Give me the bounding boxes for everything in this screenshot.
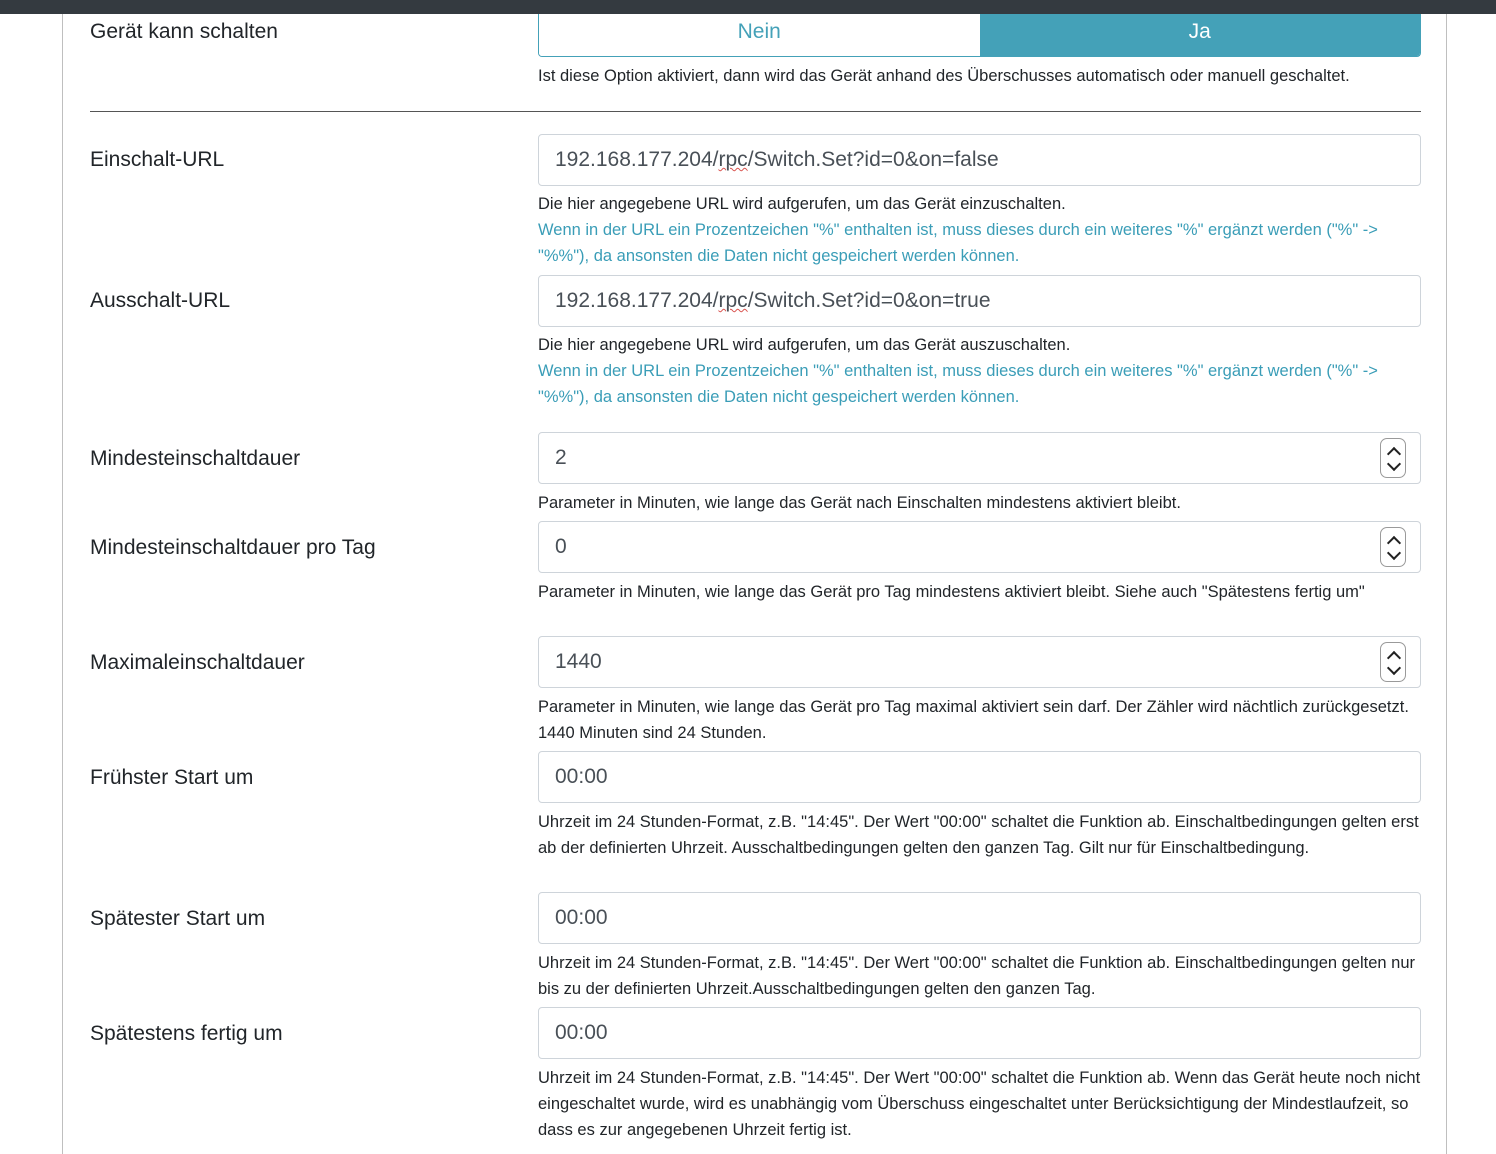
off-url-value-flagged: rpc: [718, 289, 748, 312]
finish-by-help: Uhrzeit im 24 Stunden-Format, z.B. "14:45". Der Wert "00:00" schaltet die Funktion ab. Wenn das Gerät heute noch nicht eingeschaltet wurde, wird es unabhängig vom Überschuss eingeschaltet unter Berücksichtigung der Mindestlaufzeit, so dass es zur angegebenen Uhrzeit fertig ist.: [538, 1069, 1421, 1139]
finish-by-label: Spätestens fertig um: [90, 1022, 283, 1045]
on-url-label: Einschalt-URL: [90, 148, 225, 171]
off-url-input[interactable]: [538, 275, 1421, 327]
toggle-option-yes[interactable]: Ja: [980, 14, 1421, 56]
chevron-down-icon[interactable]: [1387, 546, 1401, 560]
max-on-duration-input[interactable]: [538, 636, 1421, 688]
off-url-label: Ausschalt-URL: [90, 289, 231, 312]
number-spinner[interactable]: [1380, 438, 1406, 478]
on-url-help: [538, 191, 1423, 269]
earliest-start-help: Uhrzeit im 24 Stunden-Format, z.B. "14:45". Der Wert "00:00" schaltet die Funktion ab. Einschaltbedingungen gelten erst ab der definierten Uhrzeit. Ausschaltbedingungen gelten den ganzen Tag. Gilt nur für Einschaltbedingung.: [538, 813, 1419, 857]
number-spinner[interactable]: [1380, 642, 1406, 682]
min-on-per-day-value: 0: [555, 535, 567, 558]
latest-start-input[interactable]: 00:00: [538, 892, 1421, 944]
min-on-duration-value: 2: [555, 446, 567, 469]
min-on-per-day-input[interactable]: [538, 521, 1421, 573]
max-on-duration-help: Parameter in Minuten, wie lange das Gerät pro Tag maximal aktiviert sein darf. Der Zähler wird nächtlich zurückgesetzt. 1440 Minuten sind 24 Stunden.: [538, 698, 1409, 742]
off-url-help: [538, 332, 1423, 410]
off-url-value-prefix: 192.168.177.204/: [555, 289, 719, 312]
earliest-start-label: Frühster Start um: [90, 766, 254, 789]
chevron-down-icon[interactable]: [1387, 457, 1401, 471]
max-on-duration-label: Maximaleinschaltdauer: [90, 651, 305, 674]
latest-start-label: Spätester Start um: [90, 907, 266, 930]
earliest-start-input[interactable]: 00:00: [538, 751, 1421, 803]
off-url-note: Wenn in der URL ein Prozentzeichen "%" enthalten ist, muss dieses durch ein weiteres "%" ergänzt werden ("%" -> "%%"), da ansonsten die Daten nicht gespeichert werden können.: [538, 362, 1378, 406]
switch-toggle-help: Ist diese Option aktiviert, dann wird das Gerät anhand des Überschusses automatisch oder manuell geschaltet.: [538, 67, 1350, 85]
min-on-duration-help: Parameter in Minuten, wie lange das Gerät nach Einschalten mindestens aktiviert bleibt.: [538, 494, 1181, 512]
min-on-per-day-label: Mindesteinschaltdauer pro Tag: [90, 536, 376, 559]
window-top-bar: [0, 0, 1496, 14]
on-url-value-prefix: 192.168.177.204/: [555, 148, 719, 171]
toggle-option-no[interactable]: Nein: [539, 14, 980, 56]
latest-start-help: Uhrzeit im 24 Stunden-Format, z.B. "14:45". Der Wert "00:00" schaltet die Funktion ab. Einschaltbedingungen gelten nur bis zu der definierten Uhrzeit.Ausschaltbedingungen gelten den ganzen Tag.: [538, 954, 1416, 998]
chevron-down-icon[interactable]: [1387, 661, 1401, 675]
on-url-input[interactable]: [538, 134, 1421, 186]
min-on-duration-input[interactable]: [538, 432, 1421, 484]
section-divider: [90, 111, 1421, 112]
on-url-value-suffix: /Switch.Set?id=0&on=false: [747, 148, 999, 171]
max-on-duration-value: 1440: [555, 650, 602, 673]
min-on-per-day-help: Parameter in Minuten, wie lange das Gerät pro Tag mindestens aktiviert bleibt. Siehe auch "Spätestens fertig um": [538, 583, 1365, 601]
number-spinner[interactable]: [1380, 527, 1406, 567]
on-url-help-text: Die hier angegebene URL wird aufgerufen, um das Gerät einzuschalten.: [538, 195, 1066, 213]
on-url-note: Wenn in der URL ein Prozentzeichen "%" enthalten ist, muss dieses durch ein weiteres "%" ergänzt werden ("%" -> "%%"), da ansonsten die Daten nicht gespeichert werden können.: [538, 221, 1378, 265]
min-on-duration-label: Mindesteinschaltdauer: [90, 447, 301, 470]
off-url-value-suffix: /Switch.Set?id=0&on=true: [747, 289, 991, 312]
switch-toggle-label: Gerät kann schalten: [90, 20, 278, 43]
switch-toggle: [538, 14, 1421, 57]
off-url-help-text: Die hier angegebene URL wird aufgerufen, um das Gerät auszuschalten.: [538, 336, 1071, 354]
finish-by-input[interactable]: 00:00: [538, 1007, 1421, 1059]
on-url-value-flagged: rpc: [718, 148, 748, 171]
